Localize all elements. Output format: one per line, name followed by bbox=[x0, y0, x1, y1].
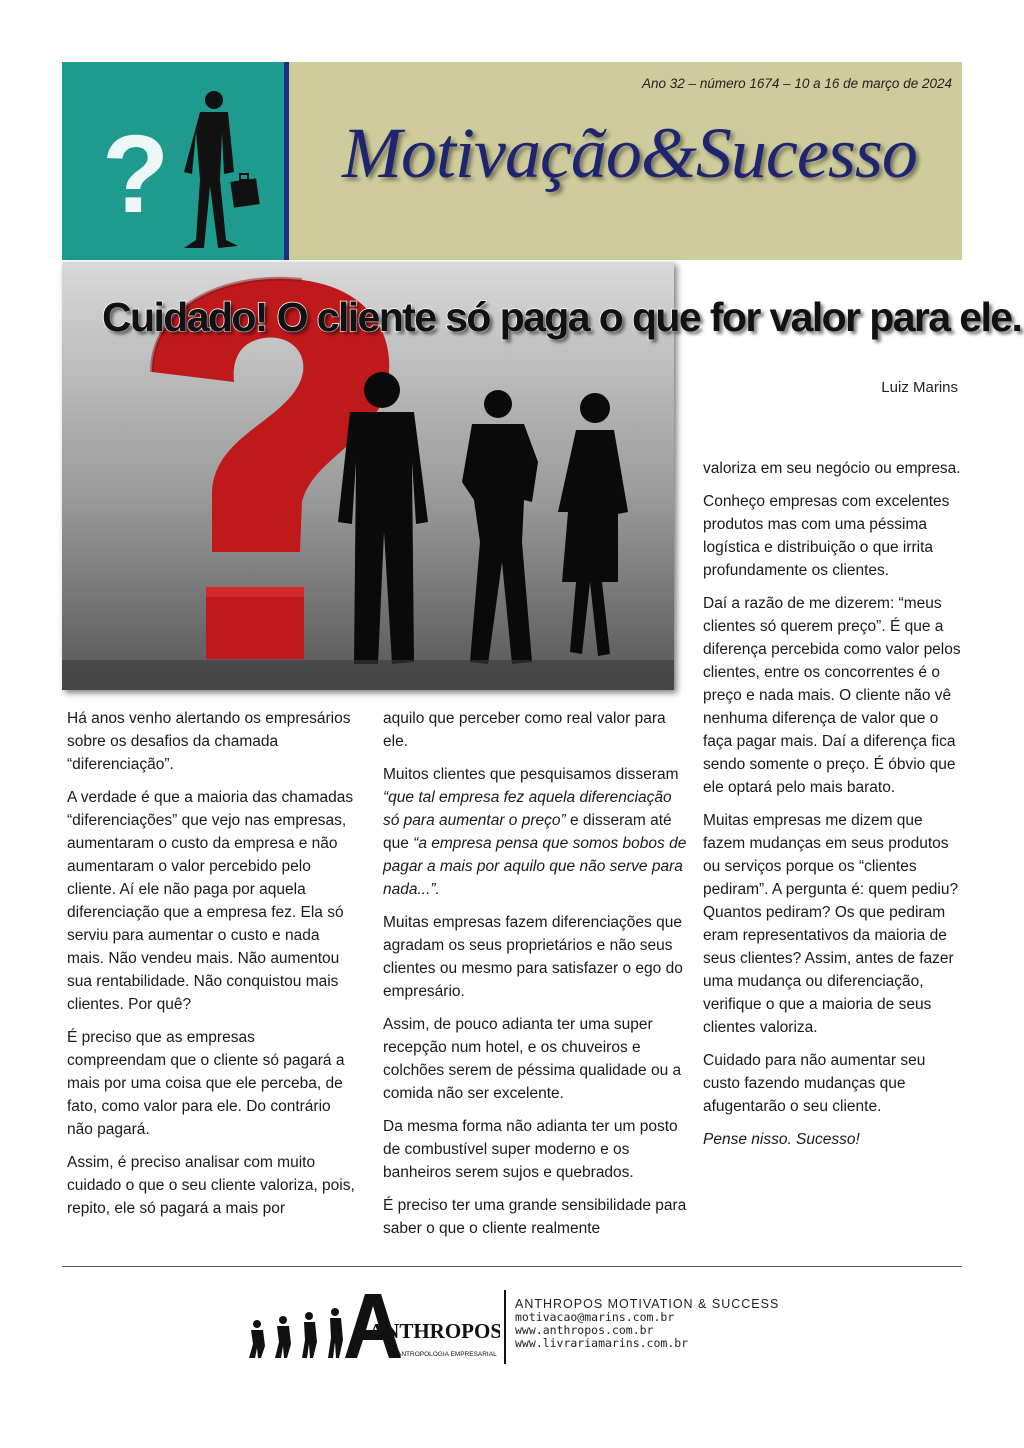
paragraph: Muitas empresas me dizem que fazem mudanças em seus produtos ou serviços porque os “clientes pediram”. A pergunta é: quem pediu? Quantos pediram? Os que pediram eram representativos da maioria de seus clientes? Assim, antes de fazer uma mudança ou diferenciação, verifique o que a maioria de seus clientes valoriza. bbox=[703, 812, 959, 1036]
issue-line: Ano 32 – número 1674 – 10 a 16 de março de 2024 bbox=[642, 76, 952, 91]
paragraph: aquilo que perceber como real valor para ele. bbox=[383, 710, 666, 750]
paragraph: Cuidado para não aumentar seu custo fazendo mudanças que afugentarão o seu cliente. bbox=[703, 1052, 926, 1115]
company-name: ANTHROPOS MOTIVATION & SUCCESS bbox=[515, 1297, 780, 1311]
logo-text: ANTHROPOS bbox=[369, 1319, 500, 1343]
article-column-2 bbox=[383, 707, 689, 1250]
paragraph-with-quotes bbox=[383, 763, 689, 901]
paragraph: É preciso que as empresas compreendam que o cliente só pagará a mais por uma coisa que ele perceba, de fato, como valor para ele. Do contrário não pagará. bbox=[67, 1029, 345, 1138]
email-link[interactable]: motivacao@marins.com.br bbox=[515, 1310, 675, 1324]
evolution-logo-icon bbox=[245, 1290, 500, 1365]
footer-contact bbox=[515, 1298, 779, 1350]
quote: “que tal empresa fez aquela diferenciação só para aumentar o preço” bbox=[383, 789, 672, 829]
masthead-title: Motivação&Sucesso bbox=[342, 113, 917, 193]
header-graphic-panel bbox=[62, 62, 284, 260]
paragraph: Muitas empresas fazem diferenciações que agradam os seus proprietários e não seus clientes ou mesmo para satisfazer o ego do empresário. bbox=[383, 914, 683, 1000]
svg-text:?: ? bbox=[102, 113, 170, 236]
paragraph: Conheço empresas com excelentes produtos mas com uma péssima logística e distribuição o que irrita profundamente os clientes. bbox=[703, 493, 950, 579]
website-link[interactable]: www.anthropos.com.br bbox=[515, 1323, 654, 1337]
paragraph: Há anos venho alertando os empresários sobre os desafios da chamada “diferenciação”. bbox=[67, 710, 351, 773]
paragraph: Assim, é preciso analisar com muito cuidado o que o seu cliente valoriza, pois, repito, ele só pagará a mais por bbox=[67, 1154, 355, 1217]
paragraph: valoriza em seu negócio ou empresa. bbox=[703, 460, 961, 477]
article-headline: Cuidado! O cliente só paga o que for valor para ele. bbox=[102, 294, 1022, 340]
closing-text: Pense nisso. Sucesso! bbox=[703, 1131, 860, 1148]
website-link[interactable]: www.livrariamarins.com.br bbox=[515, 1336, 689, 1350]
footer-rule bbox=[62, 1266, 962, 1267]
article-column-3 bbox=[703, 457, 961, 1161]
businessman-question-icon bbox=[62, 62, 284, 260]
quote: “a empresa pensa que somos bobos de pagar a mais por aquilo que não serve para nada...”. bbox=[383, 835, 687, 898]
paragraph: Daí a razão de me dizerem: “meus clientes só querem preço”. É que a diferença percebida como valor pelos clientes, entre os concorrentes é o preço e nada mais. O cliente não vê nenhuma diferença de valor que o faça pagar mais. Daí a diferença fica sendo somente o preço. É óbvio que ele optará pelo mais barato. bbox=[703, 595, 961, 796]
anthropos-logo bbox=[245, 1290, 500, 1365]
paragraph: A verdade é que a maioria das chamadas “diferenciações” que vejo nas empresas, aumentaram o custo da empresa e não aumentaram o valor percebido pelo cliente. Aí ele não paga por aquela diferenciação que a empresa fez. Ela só serviu para aumentar o custo e nada mais. Não vendeu mais. Não aumentou sua rentabilidade. Não conquistou mais clientes. Por quê? bbox=[67, 789, 354, 1013]
author-name: Luiz Marins bbox=[881, 379, 958, 396]
paragraph: Assim, de pouco adianta ter uma super recepção num hotel, e os chuveiros e colchões serem de péssima qualidade ou a comida não ser excelente. bbox=[383, 1016, 682, 1102]
article-column-1 bbox=[67, 707, 357, 1230]
logo-subtitle: ANTROPOLOGIA EMPRESARIAL bbox=[397, 1351, 497, 1358]
text-segment: Muitos clientes que pesquisamos disseram bbox=[383, 766, 679, 783]
paragraph: É preciso ter uma grande sensibilidade para saber o que o cliente realmente bbox=[383, 1197, 687, 1237]
paragraph: Da mesma forma não adianta ter um posto de combustível super moderno e os banheiros serem sujos e quebrados. bbox=[383, 1118, 678, 1181]
closing-line bbox=[703, 1128, 961, 1151]
text-segment: e disseram até que bbox=[383, 812, 672, 852]
footer-divider bbox=[504, 1290, 506, 1364]
